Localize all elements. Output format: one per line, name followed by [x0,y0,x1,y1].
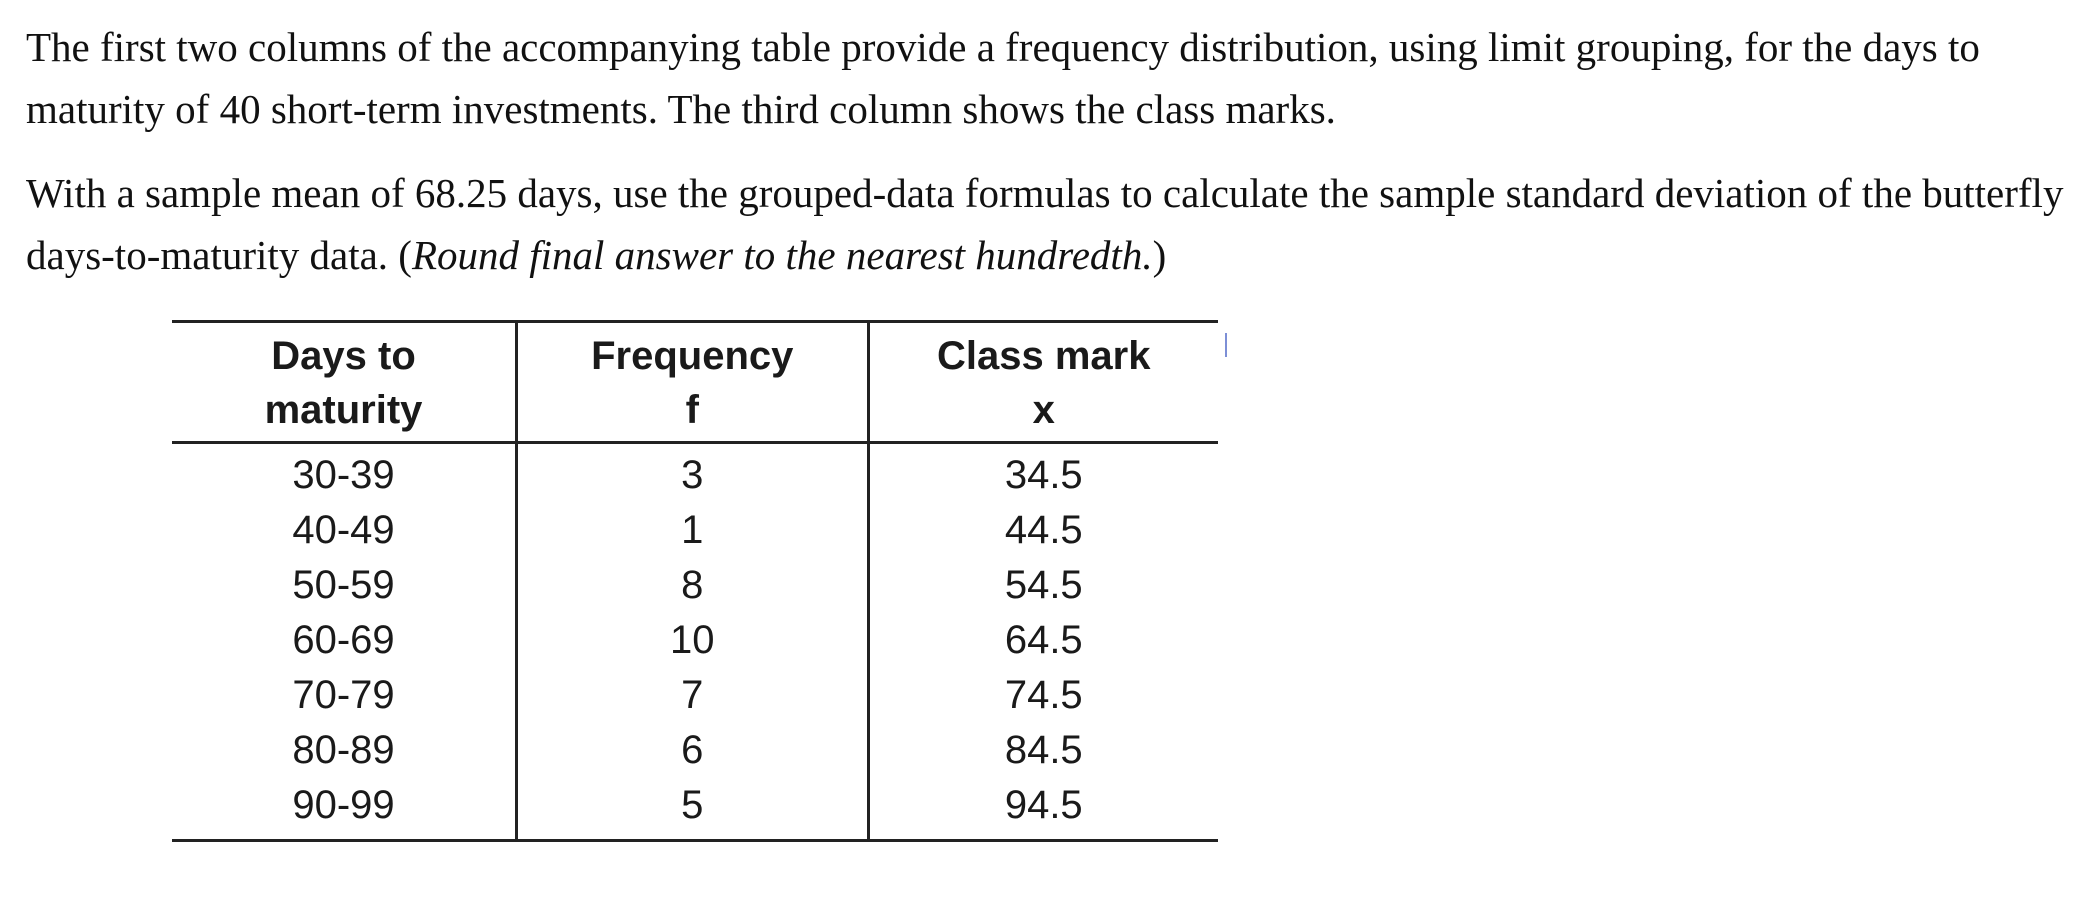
cell-days: 40-49 [292,508,395,552]
table-row [172,503,1218,558]
table-row [172,613,1218,668]
table-row [172,668,1218,723]
text-cursor-mark [1225,333,1227,357]
cell-days: 70-79 [292,673,395,717]
cell-frequency: 6 [517,723,868,778]
frequency-distribution-table [172,320,1218,842]
table-row [172,443,1218,504]
table-row [172,778,1218,841]
cell-days: 30-39 [292,453,395,497]
table-body [172,443,1218,841]
cell-class-mark: 54.5 [1004,563,1083,607]
cell-class-mark: 94.5 [868,778,1218,841]
cell-class-mark: 34.5 [1004,453,1083,497]
cell-class-mark: 74.5 [1004,673,1083,717]
cell-frequency: 10 [517,613,868,668]
header-days-to-maturity [172,322,517,443]
cell-days: 60-69 [292,618,395,662]
cell-days: 50-59 [292,563,395,607]
header-class-mark-line2: x [1032,388,1055,432]
cell-frequency: 8 [517,558,868,613]
cell-frequency: 7 [517,668,868,723]
table-header [172,322,1218,443]
header-frequency-line1: Frequency [591,334,794,378]
cell-class-mark: 64.5 [1004,618,1083,662]
cell-class-mark: 84.5 [1004,728,1083,772]
closing-paren: ) [1152,232,1167,278]
header-frequency [517,322,868,443]
cell-days: 80-89 [292,728,395,772]
table-header-row [172,322,1218,443]
cell-frequency: 5 [517,778,868,841]
problem-paragraph-2 [26,162,2066,286]
table-row [172,558,1218,613]
problem-paragraph-1: The first two columns of the accompanying table provide a frequency distribution, using limit grouping, for the days to maturity of 40 short-term investments. The third column shows the class marks. [26,24,1980,132]
header-days-line2: maturity [264,388,423,432]
rounding-instruction: Round final answer to the nearest hundredth. [411,232,1153,278]
table-row [172,723,1218,778]
cell-class-mark: 44.5 [1004,508,1083,552]
header-class-mark-line1: Class mark [937,334,1151,378]
cell-days: 90-99 [172,778,517,841]
cell-frequency: 3 [517,443,868,504]
cell-frequency: 1 [517,503,868,558]
problem-statement [26,16,2066,286]
problem-paragraph-2-text: With a sample mean of 68.25 days, use the grouped-data formulas to calculate the sample standard deviation of the butterfly days-to-maturity data. ( [26,170,2064,278]
header-days-line1: Days to [271,334,416,378]
header-class-mark [868,322,1218,443]
header-frequency-line2: f [685,388,699,432]
